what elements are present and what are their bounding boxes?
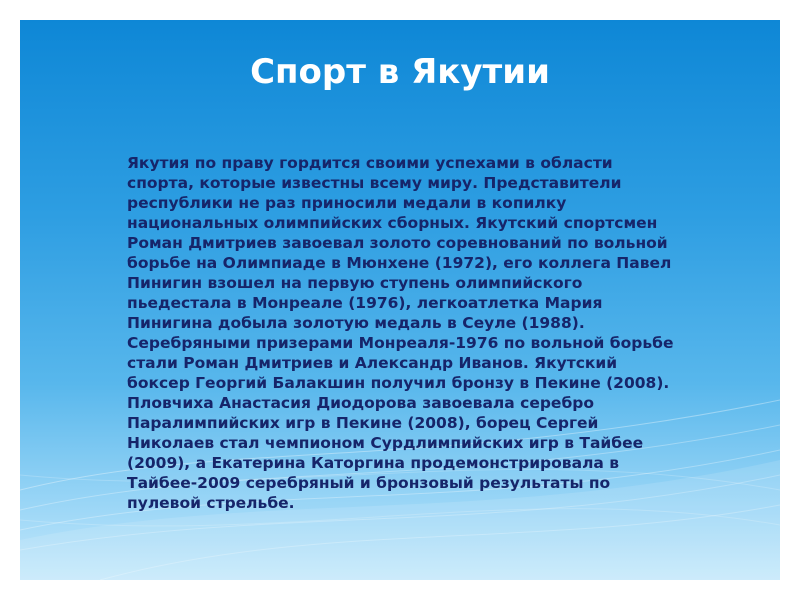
slide xyxy=(20,20,780,580)
slide-title: Спорт в Якутии xyxy=(250,52,550,92)
slide-body-text: Якутия по праву гордится своими успехами в области спорта, которые известны всему миру. Представители республики не раз приносили медали в копилку национальных олимпийских сборных. Якутский спортсмен Роман Дмитриев завоевал золото соревнований по вольной борьбе на Олимпиаде в Мюнхене (1972), его коллега Павел Пинигин взошел на первую ступень олимпийского пьедестала в Монреале (1976), легкоатлетка Мария Пинигина добыла золотую медаль в Сеуле (1988). Серебряными призерами Монреаля-1976 по вольной борьбе стали Роман Дмитриев и Александр Иванов. Якутский боксер Георгий Балакшин получил бронзу в Пекине (2008). Пловчиха Анастасия Диодорова завоевала серебро Паралимпийских игр в Пекине (2008), борец Сергей Николаев стал чемпионом Сурдлимпийских игр в Тайбее (2009), а Екатерина Каторгина продемонстрировала в Тайбее-2009 серебряный и бронзовый результаты по пулевой стрельбе. xyxy=(127,154,674,512)
